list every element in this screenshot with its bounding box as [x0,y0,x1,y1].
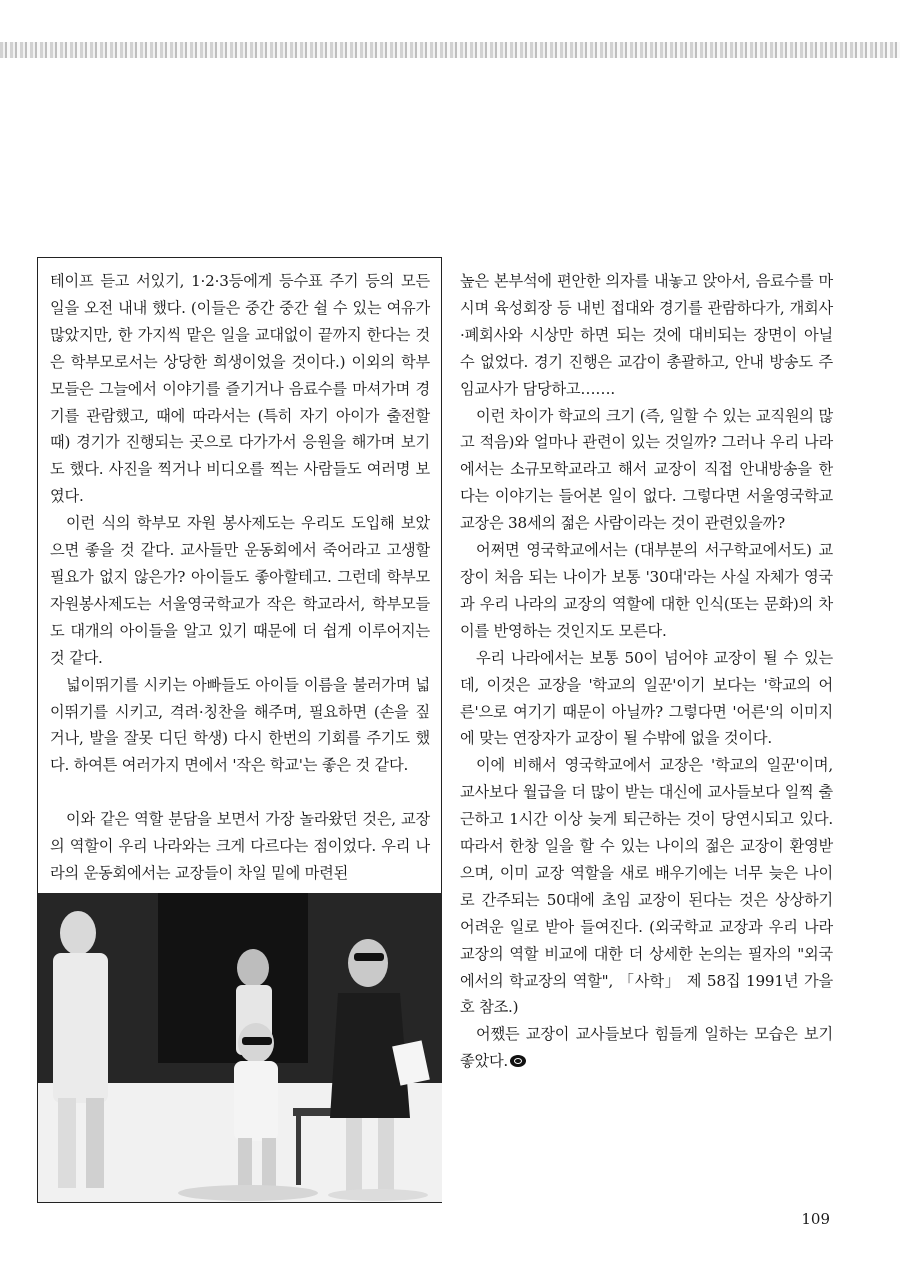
right-paragraph-6-wrapper [460,1021,833,1075]
page-number: 109 [801,1210,830,1228]
left-column [50,268,430,887]
right-paragraph-2: 이런 차이가 학교의 크기 (즉, 일할 수 있는 교직원의 많고 적음)와 얼마나 관련이 있는 것일까? 그러나 우리 나라에서는 소규모학교라고 해서 교장이 직접 안내방송을 한다는 이야기는 들어본 일이 없다. 그렇다면 서울영국학교 교장은 38세의 젊은 사람이라는 것이 관련있을까? [460,406,833,533]
scan-header-strip [0,42,900,58]
left-paragraph-1: 테이프 듣고 서있기, 1·2·3등에게 등수표 주기 등의 모든 일을 오전 내내 했다. (이들은 중간 중간 쉴 수 있는 여유가 많았지만, 한 가지씩 맡은 일을 교대없이 끝까지 한다는 것은 학부모로서는 상당한 희생이었을 것이다.) 이외의 학부모들은 그늘에서 이야기를 즐기거나 음료수를 마셔가며 경기를 관람했고, 때에 따라서는 (특히 자기 아이가 출전할 때) 경기가 진행되는 곳으로 다가가서 응원을 해가며 보기도 했다. 사진을 찍거나 비디오를 찍는 사람들도 여러명 보였다. [50,272,430,506]
right-paragraph-5: 이에 비해서 영국학교에서 교장은 '학교의 일꾼'이며, 교사보다 월급을 더 많이 받는 대신에 교사들보다 일찍 출근하고 1시간 이상 늦게 퇴근하는 것이 당연시되고 있다. 따라서 한창 일을 할 수 있는 나이의 젊은 교장이 환영받으며, 이미 교장 역할을 새로 배우기에는 너무 늦은 나이로 간주되는 50대에 초임 교장이 된다는 것은 상상하기 어려운 일로 받아 들여진다. (외국학교 교장과 우리 나라 교장의 역할 비교에 대한 더 상세한 논의는 필자의 "외국에서의 학교장의 역할", 「사학」 제 58집 1991년 가을호 참조.) [460,756,833,1017]
right-paragraph-3: 어쩌면 영국학교에서는 (대부분의 서구학교에서도) 교장이 처음 되는 나이가 보통 '30대'라는 사실 자체가 영국과 우리 나라의 교장의 역할에 대한 인식(또는 문화)의 차이를 반영하는 것인지도 모른다. [460,541,833,640]
left-paragraph-3: 넓이뛰기를 시키는 아빠들도 아이들 이름을 불러가며 넓이뛰기를 시키고, 격려·칭찬을 해주며, 필요하면 (손을 짚거나, 발을 잘못 디딘 학생) 다시 한번의 기회를 주기도 했다. 하여튼 여러가지 면에서 '작은 학교'는 좋은 것 같다. [50,675,430,775]
left-paragraph-2: 이런 식의 학부모 자원 봉사제도는 우리도 도입해 보았으면 좋을 것 같다. 교사들만 운동회에서 죽어라고 고생할 필요가 없지 않은가? 아이들도 좋아할테고. 그런데 학부모 자원봉사제도는 서울영국학교가 작은 학교라서, 학부모들도 대개의 아이들을 알고 있기 때문에 더 쉽게 이루어지는 것 같다. [50,514,430,667]
right-paragraph-6: 어쨌든 교장이 교사들보다 힘들게 일하는 모습은 보기 좋았다. [460,1025,833,1071]
magazine-end-mark-icon [510,1055,526,1067]
right-column [460,268,833,1075]
right-paragraph-1: 높은 본부석에 편안한 의자를 내놓고 앉아서, 음료수를 마시며 육성회장 등 내빈 접대와 경기를 관람하다가, 개회사·폐회사와 시상만 하면 되는 것에 대비되는 장면이 아닐 수 없었다. 경기 진행은 교감이 총괄하고, 안내 방송도 주임교사가 담당하고……. [460,272,833,398]
left-paragraph-4: 이와 같은 역할 분담을 보면서 가장 놀라왔던 것은, 교장의 역할이 우리 나라와는 크게 다르다는 점이었다. 우리 나라의 운동회에서는 교장들이 차일 밑에 마련된 [50,810,430,883]
sports-day-photo [38,893,442,1202]
right-paragraph-4: 우리 나라에서는 보통 50이 넘어야 교장이 될 수 있는데, 이것은 교장을 '학교의 일꾼'이기 보다는 '학교의 어른'으로 여기기 때문이 아닐까? 그렇다면 '어른'의 이미지에 맞는 연장자가 교장이 될 수밖에 없을 것이다. [460,648,833,748]
